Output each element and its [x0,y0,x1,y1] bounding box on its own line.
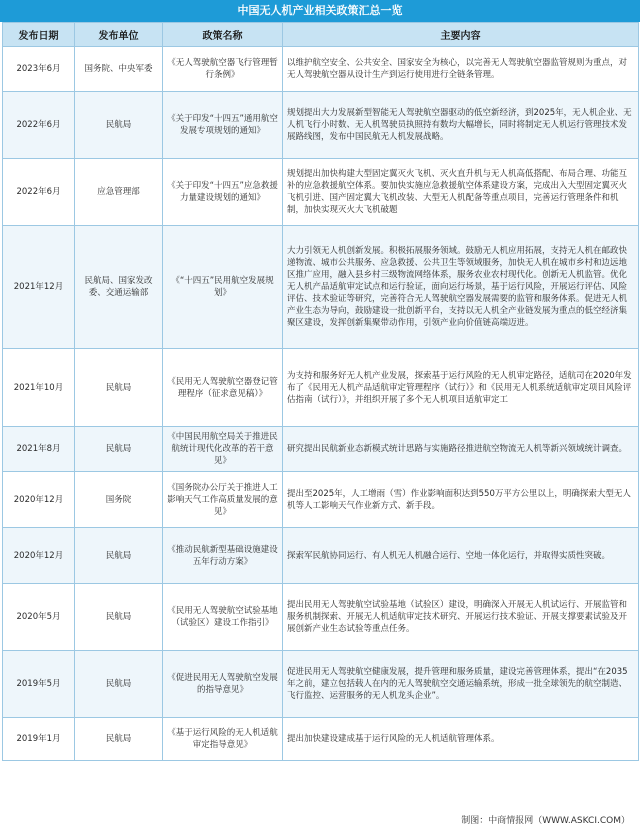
row-content: 提出至2025年，人工增雨（雪）作业影响面积达到550万平方公里以上，明确探索大型无人机等人工影响天气作业新方式、新手段。 [283,472,639,528]
row-date: 2021年10月 [3,349,75,427]
row-content: 大力引领无人机创新发展。积极拓展服务领域。鼓励无人机应用拓展，支持无人机在邮政快递物流、城市公共服务、应急救援、公共卫生等领域服务，加快无人机在城市乡村和边远地区推广应用，融入县乡村三级物流网络体系，服务农业农村现代化。创新无人机监管。优化无人机产品适航审定试点和运行验证，面向运行场景，基于运行风险，开展运行评估、风险评估、技术验证等研究，完善符合无人驾驶航空器发展需要的监管和服务体系。促进无人机产业生态为导向，鼓励建设一批创新平台，支持以无人机全产业链发展为重点的低空经济集聚区建设，发挥创新集聚带动作用，引领产业向价值链高端迈进。 [283,226,639,349]
row-content: 以维护航空安全、公共安全、国家安全为核心，以完善无人驾驶航空器监管规则为重点，对无人驾驶航空器从设计生产到运行使用进行全链条管理。 [283,47,639,92]
row-date: 2021年12月 [3,226,75,349]
row-content: 规划提出大力发展新型智能无人驾驶航空器驱动的低空新经济，到2025年，无人机企业、无人机飞行小时数、无人机驾驶员执照持有数均大幅增长，同时将制定无人机运行管理技术发展路线图，发布中国民航无人机发展战略。 [283,92,639,159]
row-org: 应急管理部 [75,159,163,226]
row-org: 民航局、国家发改委、交通运输部 [75,226,163,349]
row-policy-name: 《中国民用航空局关于推进民航统计现代化改革的若干意见》 [163,427,283,472]
row-date: 2019年5月 [3,651,75,718]
row-org: 国务院、中央军委 [75,47,163,92]
row-org: 民航局 [75,427,163,472]
row-content: 研究提出民航新业态新模式统计思路与实施路径推进航空物流无人机等新兴领域统计调查。 [283,427,639,472]
row-date: 2023年6月 [3,47,75,92]
row-org: 民航局 [75,92,163,159]
table-row [3,651,639,718]
row-org: 民航局 [75,584,163,651]
row-content: 为支持和服务好无人机产业发展，探索基于运行风险的无人机审定路径，适航司在2020年发布了《民用无人机产品适航审定管理程序（试行）》和《民用无人机系统适航审定项目风险评估指南（试行）》，并组织开展了多个无人机项目适航审定工 [283,349,639,427]
table-row [3,92,639,159]
row-date: 2021年8月 [3,427,75,472]
row-date: 2022年6月 [3,159,75,226]
row-policy-name: 《民用无人驾驶航空器登记管理程序（征求意见稿）》 [163,349,283,427]
row-policy-name: 《促进民用无人驾驶航空发展的指导意见》 [163,651,283,718]
row-org: 民航局 [75,651,163,718]
row-policy-name: 《民用无人驾驶航空试验基地（试验区）建设工作指引》 [163,584,283,651]
row-policy-name: 《国务院办公厅关于推进人工影响天气工作高质量发展的意见》 [163,472,283,528]
table-row [3,472,639,528]
policy-table [2,22,639,761]
row-date: 2020年12月 [3,528,75,584]
row-org: 民航局 [75,528,163,584]
header-content: 主要内容 [283,23,639,47]
row-content: 提出加快建设建成基于运行风险的无人机适航管理体系。 [283,718,639,761]
row-date: 2020年12月 [3,472,75,528]
source-note: 制图：中商情报网（WWW.ASKCI.COM） [461,816,630,826]
row-date: 2019年1月 [3,718,75,761]
header-org: 发布单位 [75,23,163,47]
page-title: 中国无人机产业相关政策汇总一览 [0,0,640,22]
row-org: 国务院 [75,472,163,528]
row-policy-name: 《关于印发“十四五”应急救援力量建设规划的通知》 [163,159,283,226]
row-policy-name: 《关于印发“十四五”通用航空发展专项规划的通知》 [163,92,283,159]
row-policy-name: 《推动民航新型基础设施建设五年行动方案》 [163,528,283,584]
row-content: 探索军民航协同运行、有人机无人机融合运行、空地一体化运行，并取得实质性突破。 [283,528,639,584]
row-content: 提出民用无人驾驶航空试验基地（试验区）建设，明确深入开展无人机试运行、开展监管和服务机制探索、开展无人机适航审定技术研究、开展运行技术验证、开展支撑要素试验及开展创新产业生态试验等重点任务。 [283,584,639,651]
table-row [3,349,639,427]
row-policy-name: 《“十四五”民用航空发展规划》 [163,226,283,349]
row-org: 民航局 [75,349,163,427]
table-row [3,427,639,472]
table-row [3,584,639,651]
table-row [3,718,639,761]
table-row [3,528,639,584]
table-row [3,159,639,226]
table-row [3,47,639,92]
row-content: 促进民用无人驾驶航空健康发展，提升管理和服务质量，建设完善管理体系，提出“在2035年之前，建立包括载人在内的无人驾驶航空交通运输系统，形成一批全球领先的航空制造、飞行监控、运营服务的无人机龙头企业”。 [283,651,639,718]
row-content: 规划提出加快构建大型固定翼灭火飞机、灭火直升机与无人机高低搭配、布局合理、功能互补的应急救援航空体系。要加快实施应急救援航空体系建设方案，完成出入大型固定翼灭火飞机引进、国产固定翼大飞机改装、大型无人机配备等重点项目，完善运行管理条件和机制，加快实现灭火大飞机破题 [283,159,639,226]
row-policy-name: 《无人驾驶航空器飞行管理暂行条例》 [163,47,283,92]
header-name: 政策名称 [163,23,283,47]
row-date: 2020年5月 [3,584,75,651]
table-header-row [3,23,639,47]
row-policy-name: 《基于运行风险的无人机适航审定指导意见》 [163,718,283,761]
row-date: 2022年6月 [3,92,75,159]
header-date: 发布日期 [3,23,75,47]
row-org: 民航局 [75,718,163,761]
table-row [3,226,639,349]
